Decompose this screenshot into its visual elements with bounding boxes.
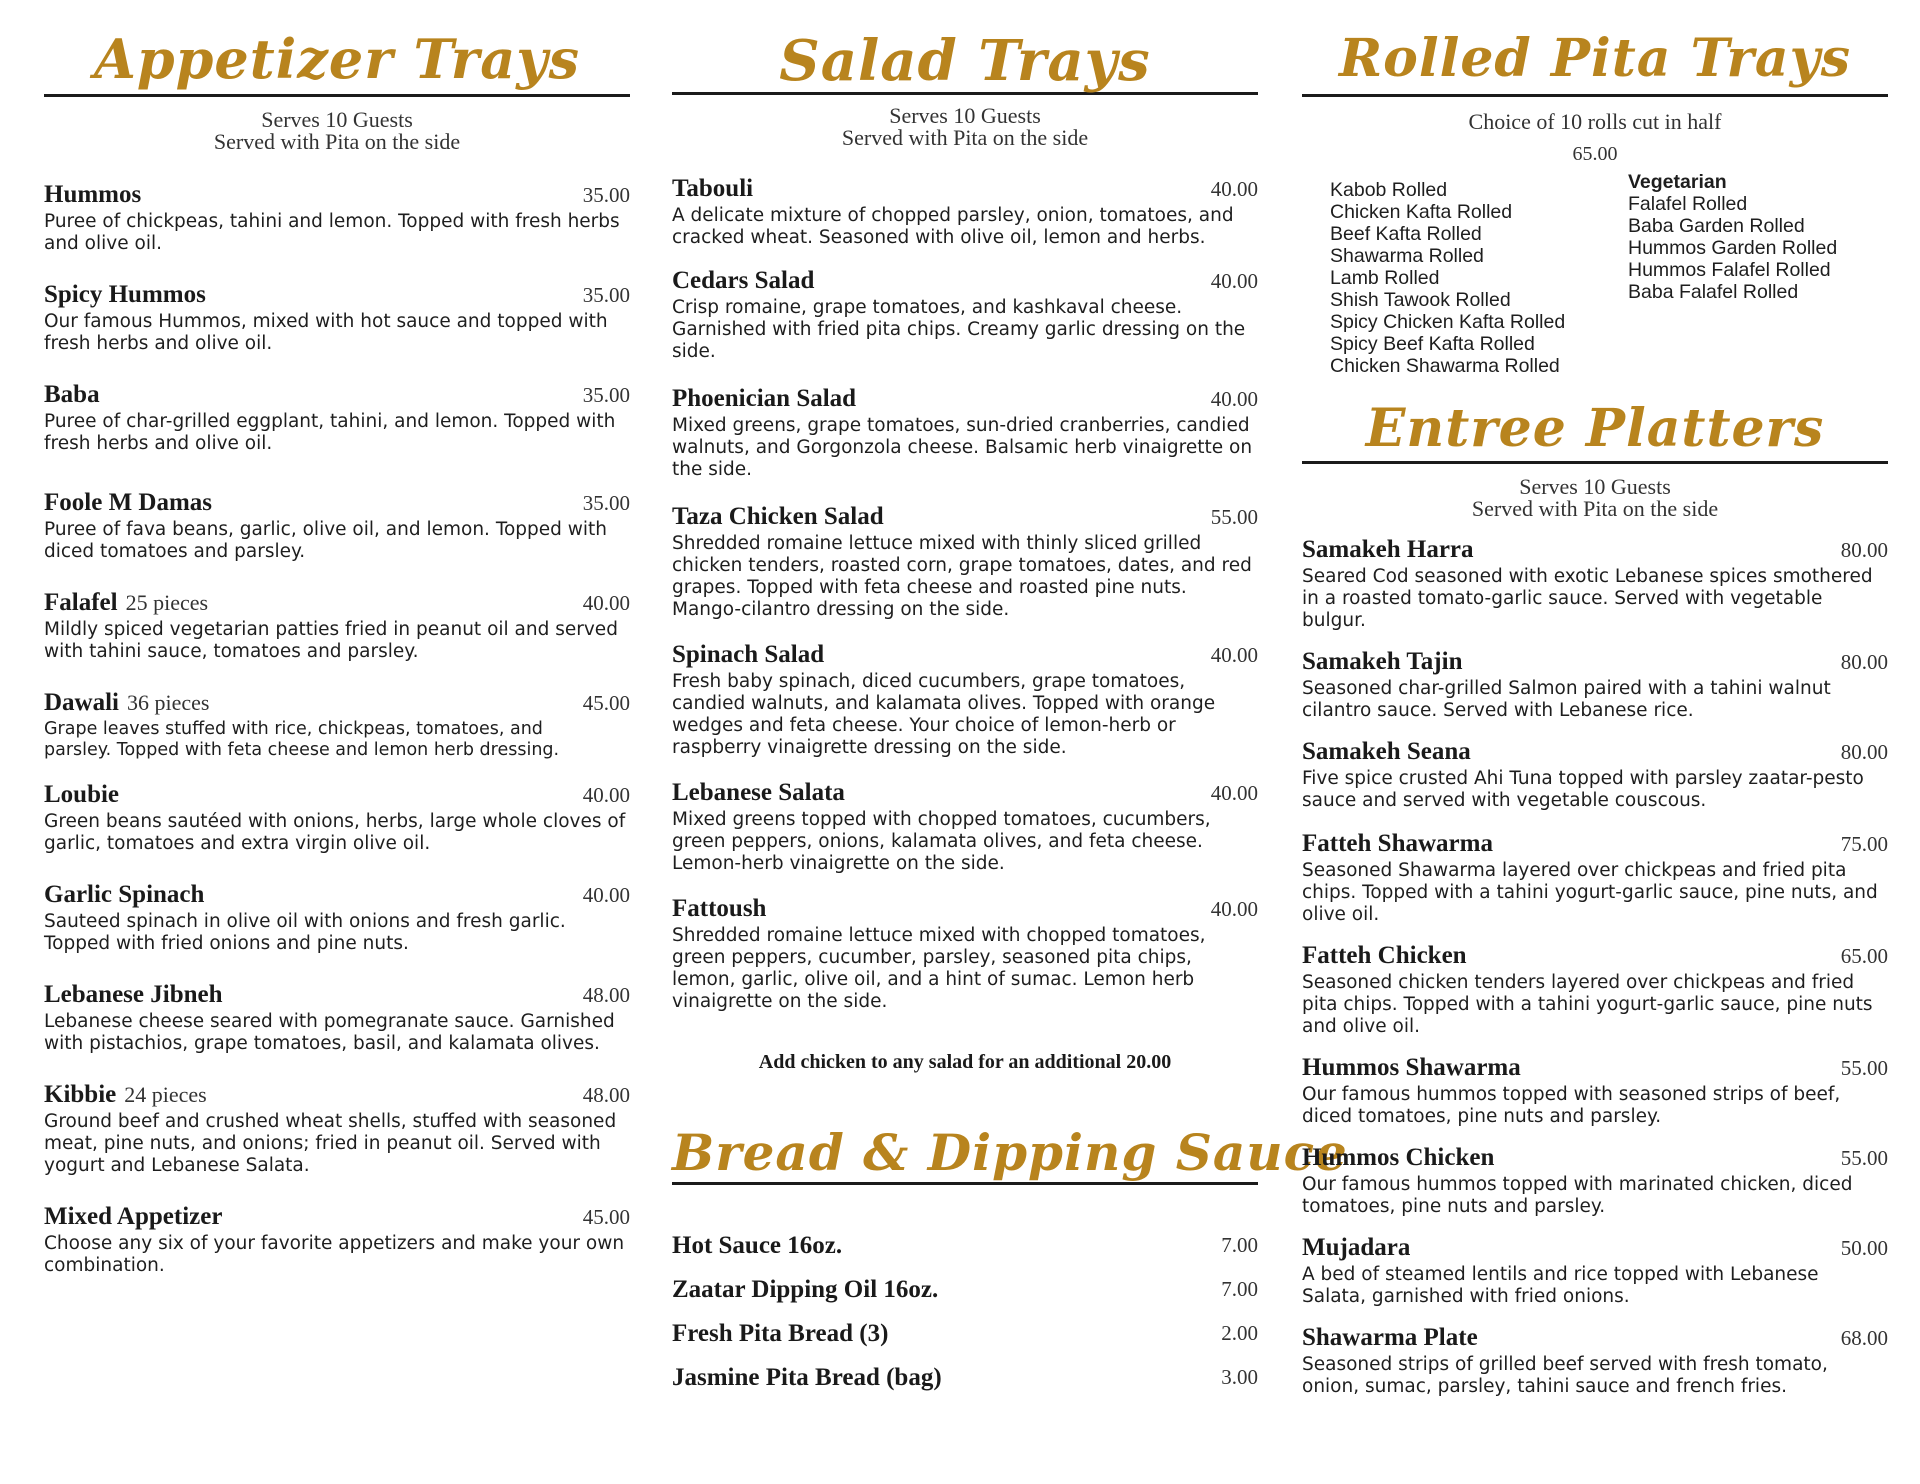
item-price: 35.00: [582, 183, 630, 207]
item-price: 45.00: [582, 1205, 630, 1229]
item-name: Fresh Pita Bread (3): [672, 1320, 889, 1347]
item-price: 55.00: [1210, 505, 1258, 529]
menu-item: [672, 641, 1258, 759]
item-description: Puree of char-grilled eggplant, tahini, and lemon. Topped with fresh herbs and olive oil.: [44, 411, 616, 454]
list-item: Chicken Shawarma Rolled: [1330, 355, 1560, 377]
item-name: Spicy Hummos: [44, 281, 206, 308]
item-price: 7.00: [1221, 1233, 1258, 1257]
menu-item: [44, 281, 630, 355]
section-title: Entree Platters: [1365, 398, 1825, 459]
item-description: A bed of steamed lentils and rice topped with Lebanese Salata, garnished with fried onions.: [1302, 1264, 1819, 1307]
choice-text: Choice of 10 rolls cut in half: [1468, 109, 1722, 134]
item-description: Crisp romaine, grape tomatoes, and kashkaval cheese. Garnished with fried pita chips. Creamy garlic dressing on the side.: [672, 297, 1246, 362]
rolled-lists: [1302, 171, 1888, 389]
menu-item: [44, 181, 630, 255]
item-description: Grape leaves stuffed with rice, chickpeas, tomatoes, and parsley. Topped with feta cheese and lemon herb dressing.: [44, 719, 560, 760]
section-title: Rolled Pita Trays: [1338, 28, 1852, 89]
menu-item: [1302, 738, 1888, 812]
section-title: Salad Trays: [779, 28, 1151, 94]
item-price: 80.00: [1840, 538, 1888, 562]
item-note: 36 pieces: [127, 690, 210, 715]
menu-item: [1302, 1054, 1888, 1128]
item-price: 40.00: [1210, 897, 1258, 921]
menu-item: [44, 1203, 630, 1277]
item-price: 35.00: [582, 383, 630, 407]
item-name: Lebanese Jibneh: [44, 981, 223, 1008]
appetizer-column: [44, 0, 630, 1277]
item-description: Puree of chickpeas, tahini and lemon. Topped with fresh herbs and olive oil.: [44, 211, 620, 254]
item-name: Samakeh Seana: [1302, 738, 1471, 765]
item-name: Hot Sauce 16oz.: [672, 1232, 843, 1259]
item-name: Hummos Shawarma: [1302, 1054, 1521, 1081]
appetizer-header: [44, 28, 630, 97]
add-chicken-note: Add chicken to any salad for an additional 20.00: [758, 1051, 1172, 1073]
item-name: Falafel: [44, 589, 118, 616]
menu-item: [44, 881, 630, 955]
menu-item: [44, 489, 630, 563]
menu-item: [672, 175, 1258, 249]
item-price: 80.00: [1840, 740, 1888, 764]
item-price: 3.00: [1221, 1365, 1258, 1389]
menu-item: [44, 589, 630, 663]
section-title: Bread & Dipping Sauce: [672, 1123, 1348, 1182]
item-name: Loubie: [44, 781, 120, 808]
item-price: 40.00: [1210, 643, 1258, 667]
item-description: Fresh baby spinach, diced cucumbers, grape tomatoes, candied walnuts, and kalamata olives. Topped with orange wedges and feta cheese. Your choice of lemon-herb or raspberry vinaigrette dressing on the side.: [672, 671, 1216, 758]
meat-roll-list: [1330, 179, 1565, 377]
item-name: Fatteh Shawarma: [1302, 830, 1493, 857]
item-price: 7.00: [1221, 1277, 1258, 1301]
list-item: Falafel Rolled: [1628, 193, 1748, 215]
bread-item: [672, 1275, 1258, 1319]
item-price: 2.00: [1221, 1321, 1258, 1345]
item-description: Our famous hummos topped with marinated chicken, diced tomatoes, pine nuts and parsley.: [1302, 1174, 1853, 1217]
menu-item: [1302, 648, 1888, 722]
item-price: 65.00: [1840, 944, 1888, 968]
item-name: Samakeh Tajin: [1302, 648, 1463, 675]
vegetarian-heading: Vegetarian: [1628, 171, 1727, 193]
serves-text: Serves 10 Guests: [889, 103, 1041, 128]
item-description: Lebanese cheese seared with pomegranate sauce. Garnished with pistachios, grape tomatoes, basil, and kalamata olives.: [44, 1011, 615, 1054]
divider: [44, 94, 630, 97]
item-name: Hummos Chicken: [1302, 1144, 1495, 1171]
item-price: 35.00: [582, 491, 630, 515]
item-description: Shredded romaine lettuce mixed with chopped tomatoes, green peppers, cucumber, parsley, seasoned pita chips, lemon, garlic, olive oil, and a hint of sumac. Lemon herb vinaigrette on the side.: [672, 925, 1206, 1012]
item-price: 40.00: [1210, 387, 1258, 411]
list-item: Baba Falafel Rolled: [1628, 281, 1799, 303]
item-name: Shawarma Plate: [1302, 1324, 1478, 1351]
item-price: 45.00: [582, 691, 630, 715]
menu-item: [672, 895, 1258, 1013]
rolled-price: 65.00: [1572, 143, 1618, 165]
item-description: Mixed greens topped with chopped tomatoes, cucumbers, green peppers, onions, kalamata olives, and feta cheese. Lemon-herb vinaigrette on the side.: [672, 809, 1211, 874]
item-description: Seasoned chicken tenders layered over chickpeas and fried pita chips. Topped with a tahini yogurt-garlic sauce, pine nuts and olive oil.: [1302, 972, 1873, 1037]
pita-text: Served with Pita on the side: [1471, 496, 1719, 521]
item-name: Jasmine Pita Bread (bag): [672, 1364, 942, 1391]
section-title: Appetizer Trays: [94, 27, 580, 91]
item-name: Kibbie: [44, 1081, 117, 1108]
salad-column: [672, 0, 1348, 1407]
salad-header: [672, 30, 1258, 95]
menu-item: [1302, 1324, 1888, 1398]
item-description: Our famous hummos topped with seasoned strips of beef, diced tomatoes, pine nuts and parsley.: [1302, 1084, 1841, 1127]
item-price: 68.00: [1840, 1326, 1888, 1350]
item-name: Fatteh Chicken: [1302, 942, 1467, 969]
bread-header: [672, 1123, 1348, 1185]
item-name: Fattoush: [672, 895, 767, 922]
list-item: Beef Kafta Rolled: [1330, 223, 1482, 245]
list-item: Kabob Rolled: [1330, 179, 1448, 201]
divider: [672, 1182, 1258, 1185]
divider: [1302, 94, 1888, 97]
bread-list: [672, 1231, 1258, 1407]
item-name: Spinach Salad: [672, 641, 825, 668]
item-description: Seasoned Shawarma layered over chickpeas and fried pita chips. Topped with a tahini yogurt-garlic sauce, pine nuts, and olive oil.: [1302, 860, 1878, 925]
menu-item: [44, 1081, 630, 1177]
bread-item: [672, 1319, 1258, 1363]
serves-text: Serves 10 Guests: [261, 107, 413, 132]
bread-item: [672, 1231, 1258, 1275]
item-description: Sauteed spinach in olive oil with onions and fresh garlic. Topped with fried onions and pine nuts.: [44, 911, 566, 954]
item-name: Mujadara: [1302, 1234, 1411, 1261]
item-price: 40.00: [1210, 269, 1258, 293]
item-price: 50.00: [1840, 1236, 1888, 1260]
item-price: 40.00: [582, 591, 630, 615]
item-name: Hummos: [44, 181, 142, 208]
item-name: Samakeh Harra: [1302, 536, 1474, 563]
item-description: Seasoned strips of grilled beef served with fresh tomato, onion, sumac, parsley, tahini sauce and french fries.: [1302, 1354, 1828, 1397]
menu-item: [44, 981, 630, 1055]
item-name: Garlic Spinach: [44, 881, 205, 908]
list-item: Hummos Falafel Rolled: [1628, 259, 1831, 281]
menu-item: [1302, 536, 1888, 632]
menu-item: [672, 385, 1258, 481]
item-description: Our famous Hummos, mixed with hot sauce and topped with fresh herbs and olive oil.: [44, 311, 608, 354]
item-note: 24 pieces: [124, 1082, 207, 1107]
item-price: 55.00: [1840, 1056, 1888, 1080]
menu-item: [672, 267, 1258, 363]
menu-item: [1302, 942, 1888, 1038]
list-item: Shish Tawook Rolled: [1330, 289, 1511, 311]
item-name: Lebanese Salata: [672, 779, 845, 806]
menu-item: [1302, 1234, 1888, 1308]
serves-text: Serves 10 Guests: [1519, 474, 1671, 499]
menu-item: [1302, 830, 1888, 926]
rolled-entree-column: [1302, 0, 1888, 1398]
item-description: Mildly spiced vegetarian patties fried in peanut oil and served with tahini sauce, tomatoes and parsley.: [44, 619, 618, 662]
item-name: Tabouli: [672, 175, 754, 202]
item-description: Seasoned char-grilled Salmon paired with a tahini walnut cilantro sauce. Served with Lebanese rice.: [1302, 678, 1831, 721]
item-price: 40.00: [1210, 781, 1258, 805]
menu-item: [44, 781, 630, 855]
item-price: 48.00: [582, 1083, 630, 1107]
item-name: Dawali: [44, 689, 119, 716]
list-item: Baba Garden Rolled: [1628, 215, 1805, 237]
item-description: Puree of fava beans, garlic, olive oil, and lemon. Topped with diced tomatoes and parsley.: [44, 519, 608, 562]
item-description: Five spice crusted Ahi Tuna topped with parsley zaatar-pesto sauce and served with vegetable couscous.: [1302, 768, 1864, 811]
list-item: Spicy Beef Kafta Rolled: [1330, 333, 1535, 355]
item-price: 40.00: [582, 783, 630, 807]
entree-header: [1302, 399, 1888, 464]
item-name: Cedars Salad: [672, 267, 815, 294]
item-name: Mixed Appetizer: [44, 1203, 223, 1230]
bread-item: [672, 1363, 1258, 1407]
item-note: 25 pieces: [125, 590, 209, 615]
pita-text: Served with Pita on the side: [841, 125, 1089, 150]
item-price: 35.00: [582, 283, 630, 307]
item-name: Baba: [44, 381, 100, 408]
item-name: Foole M Damas: [44, 489, 213, 516]
item-name: Phoenician Salad: [672, 385, 857, 412]
menu-item: [672, 503, 1258, 621]
item-name: Taza Chicken Salad: [672, 503, 884, 530]
list-item: Lamb Rolled: [1330, 267, 1440, 289]
list-item: Chicken Kafta Rolled: [1330, 201, 1513, 223]
item-description: Green beans sautéed with onions, herbs, large whole cloves of garlic, tomatoes and extra virgin olive oil.: [44, 811, 626, 854]
pita-text: Served with Pita on the side: [213, 129, 461, 154]
item-name: Zaatar Dipping Oil 16oz.: [672, 1276, 939, 1303]
list-item: Shawarma Rolled: [1330, 245, 1484, 267]
menu-item: [44, 381, 630, 455]
rolled-header: [1302, 28, 1888, 97]
item-description: Ground beef and crushed wheat shells, stuffed with seasoned meat, pine nuts, and onions; fried in peanut oil. Served with yogurt and Lebanese Salata.: [44, 1111, 617, 1176]
item-description: A delicate mixture of chopped parsley, onion, tomatoes, and cracked wheat. Seasoned with olive oil, lemon and herbs.: [672, 205, 1234, 248]
item-price: 55.00: [1840, 1146, 1888, 1170]
list-item: Spicy Chicken Kafta Rolled: [1330, 311, 1566, 333]
menu-item: [672, 779, 1258, 875]
item-price: 75.00: [1840, 832, 1888, 856]
item-price: 48.00: [582, 983, 630, 1007]
item-price: 80.00: [1840, 650, 1888, 674]
list-item: Hummos Garden Rolled: [1628, 237, 1838, 259]
item-description: Seared Cod seasoned with exotic Lebanese spices smothered in a roasted tomato-garlic sauce. Served with vegetable bulgur.: [1302, 566, 1873, 631]
item-description: Mixed greens, grape tomatoes, sun-dried cranberries, candied walnuts, and Gorgonzola cheese. Balsamic herb vinaigrette on the side.: [672, 415, 1253, 480]
menu-item: [44, 689, 630, 761]
veg-roll-list: [1628, 171, 1837, 303]
menu-item: [1302, 1144, 1888, 1218]
item-price: 40.00: [1210, 177, 1258, 201]
item-price: 40.00: [582, 883, 630, 907]
item-description: Choose any six of your favorite appetizers and make your own combination.: [44, 1233, 625, 1276]
item-description: Shredded romaine lettuce mixed with thinly sliced grilled chicken tenders, roasted corn, grape tomatoes, dates, and red grapes. Topped with feta cheese and roasted pine nuts. Mango-cilantro dressing on the side.: [672, 533, 1252, 620]
divider: [1302, 461, 1888, 464]
